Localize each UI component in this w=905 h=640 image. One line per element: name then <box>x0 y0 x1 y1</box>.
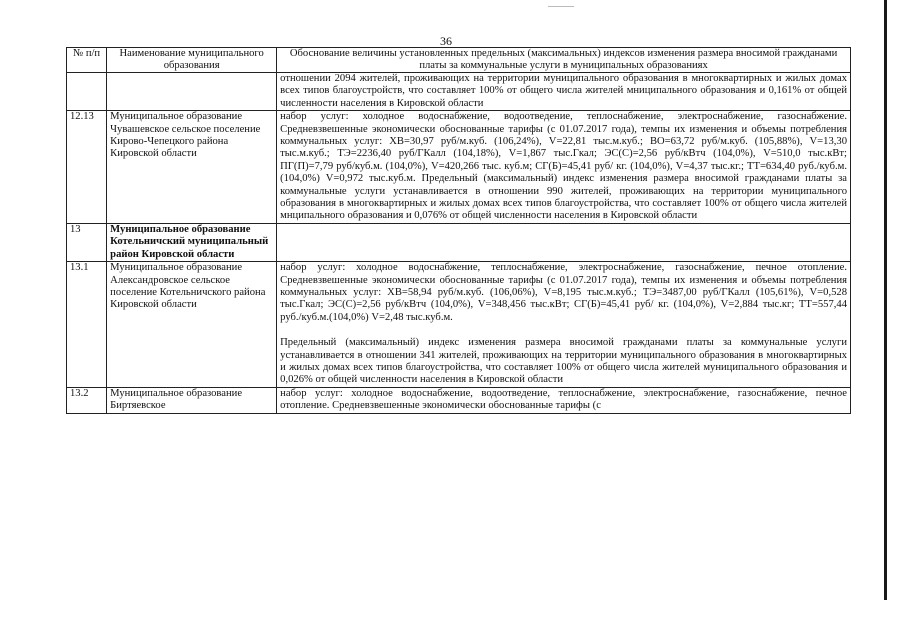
row-text: набор услуг: холодное водоснабжение, водоотведение, теплоснабжение, электроснабжение, газоснабжение, печное отопление. Средневзвешенные экономически обоснованные тарифы (с <box>277 387 851 413</box>
row-num: 12.13 <box>67 111 107 224</box>
table-row <box>67 223 851 261</box>
table-row <box>67 387 851 413</box>
row-name: Муниципальное образование Чувашевское сельское поселение Кирово-Чепецкого района Кировской области <box>107 111 277 224</box>
row-text-cell <box>277 262 851 388</box>
row-num: 13.2 <box>67 387 107 413</box>
row-num <box>67 73 107 111</box>
table-row <box>67 73 851 111</box>
row-text: отношении 2094 жителей, проживающих на территории муниципального образования в многоквартирных и жилых домах всех типов благоустройств, что составляет 100% от общего числа жителей мниципального образования и 0,161% от общей численности населения в Кировской области <box>277 73 851 111</box>
row-num: 13.1 <box>67 262 107 388</box>
header-name: Наименование муниципального образования <box>107 48 277 73</box>
row-name <box>107 73 277 111</box>
row-text: набор услуг: холодное водоснабжение, теплоснабжение, электроснабжение, газоснабжение, печное отопление. Средневзвешенные экономически обоснованные тарифы (с 01.07.2017 года), темпы их изменения и объемы потребления коммунальных услуг: ХВ=58,94 руб/м.куб. (106,06%), V=8,195 тыс.м.куб.; ТЭ=3487,00 руб/ГКалл (105,61%), V=0,528 тыс.Гкал; ЭС(С)=2,56 руб/кВтч (104,0%), V=348,456 тыс.кВт; СГ(Б)=45,41 руб/ кг. (104,0%), V=2,884 тыс.кг; ТТ=557,44 руб./куб.м.(104,0%) V=2,48 тыс.куб.м. <box>280 262 847 323</box>
header-num: № п/п <box>67 48 107 73</box>
top-rule-mark <box>548 6 574 7</box>
row-name: Муниципальное образование Котельничский муниципальный район Кировской области <box>107 223 277 261</box>
table-row <box>67 262 851 388</box>
row-text-paragraph-2: Предельный (максимальный) индекс изменения размера вносимой гражданами платы за коммунальные услуги устанавливается в отношении 341 жителей, проживающих на территории муниципального образования в многоквартирных и жилых домах всех типов благоустройства, что составляет 100% от общего числа жителей муниципального образования и 0,026% от общей численности населения в Кировской области <box>280 337 847 386</box>
row-text: набор услуг: холодное водоснабжение, водоотведение, теплоснабжение, электроснабжение, газоснабжение. Средневзвешенные экономически обоснованные тарифы (с 01.07.2017 года), темпы их изменения и объемы потребления коммунальных услуг: ХВ=30,97 руб/м.куб. (106,24%), V=22,81 тыс.м.куб.; ВО=63,72 руб/м.куб. (105,88%), V=13,30 тыс.м.куб.; ТЭ=2236,40 руб/ГКалл (104,18%), V=1,867 тыс.Гкал; ЭС(С)=2,56 руб/кВтч (104,0%), V=510,0 тыс.кВт; ПГ(П)=7,79 руб/куб.м. (104,0%), V=420,266 тыс. куб.м; СГ(Б)=45,41 руб/ кг. (104,0%), V=4,37 тыс.кг.; ТТ=634,40 руб./куб.м.(104,0%) V=0,972 тыс.куб.м. Предельный (максимальный) индекс изменения размера вносимой гражданами платы за коммунальные услуги устанавливается в отношении 990 жителей, проживающих на территории муниципального образования в многоквартирных и жилых домах всех типов благоустройства, что составляет 100% от общего числа жителей мнципального образования и 0,076% от общей численности населения в Кировской области <box>277 111 851 224</box>
row-text <box>277 223 851 261</box>
table-header-row <box>67 48 851 73</box>
header-basis: Обоснование величины установленных предельных (максимальных) индексов изменения размера вносимой гражданами платы за коммунальные услуги в муниципальных образованиях <box>277 48 851 73</box>
table-row <box>67 111 851 224</box>
row-name: Муниципальное образование Биртяевское <box>107 387 277 413</box>
row-num: 13 <box>67 223 107 261</box>
tariff-table <box>66 47 851 414</box>
row-name: Муниципальное образование Александровское сельское поселение Котельничского района Кировской области <box>107 262 277 388</box>
page-number: 36 <box>440 34 452 48</box>
page-edge-bar <box>884 0 887 600</box>
